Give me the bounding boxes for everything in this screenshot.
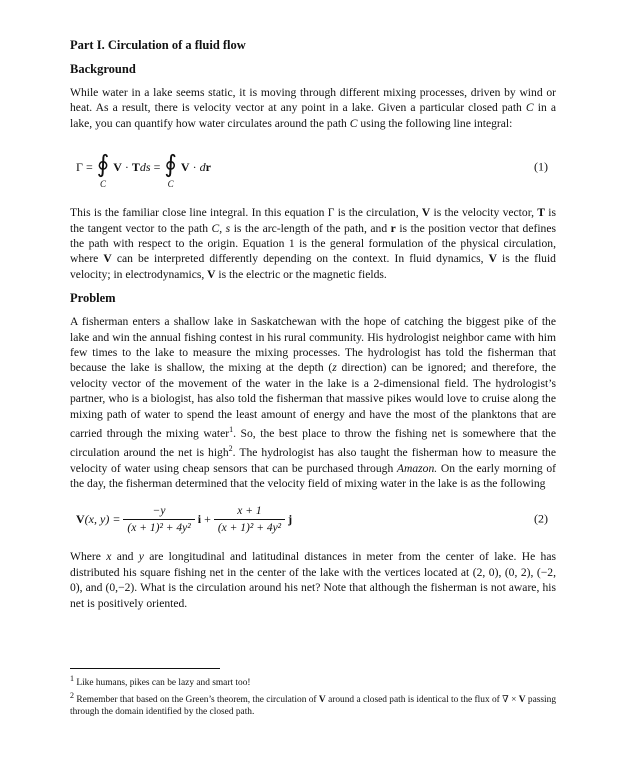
eq2-fraction-j: $\frac{x + 1}{\text{(x + 1)² + 4y²}}$	[214, 505, 285, 534]
equation-1-number: (1)	[534, 159, 548, 174]
footnote-2: $^2$ Remember that based on the Green’s theorem, the circulation of V around a closed path is identical to the flux of ∇ × V passing through the domain identified by the closed path.	[70, 690, 557, 717]
background-heading: Background	[70, 62, 136, 76]
footnote-1: $^1$ Like humans, pikes can be lazy and smart too!	[70, 674, 251, 689]
footnote-ref-2: 2	[228, 444, 233, 454]
contour-integral-1: ∮ C	[96, 152, 110, 190]
eq1-lhs: Γ =	[76, 159, 93, 174]
definition-paragraph: This is the familiar close line integral. In this equation Γ is the circulation, V is the velocity vector, T is the tangent vector to the path C, s is the arc-length of the path, and r is the position vector that defines the path with respect to the origin. Equation 1 is the general formulation of the physical circulation, where V can be interpreted differently depending on the context. In fluid dynamics, V is the fluid velocity; in electrodynamics, V is the electric or the magnetic fields.	[70, 206, 557, 281]
contour-integral-2: ∮ C	[164, 152, 177, 190]
document-page	[70, 38, 556, 611]
part-title: Part I. Circulation of a fluid flow	[70, 38, 246, 52]
problem-heading: Problem	[70, 291, 116, 306]
footnotes	[70, 668, 556, 719]
background-paragraph: While water in a lake seems static, it is moving through different mixing processes, driven by wind or heat. As a result, there is velocity vector at any point in a lake. Given a particular closed path C in a lake, you can quantify how water circulates around the path C using the following line integral:	[70, 86, 556, 130]
equation-1: Γ = ∮ C V · T ds = ∮ C V · d r (1)	[76, 152, 548, 190]
equation-2-number: (2)	[534, 511, 548, 526]
equation-2: V (x, y) = $\frac{-y}{\text{(x + 1)² + 4y²}}$ i + $\frac{x + 1}{\text{(x + 1)² + 4y²}}$ j (2)	[76, 504, 548, 534]
final-paragraph: Where x and y are longitudinal and latitudinal distances in meter from the center of lake. He has distributed his square fishing net in the center of the lake with the vertices located at (2, 0), (0, 2), (−2, 0), and (0,−2). What is the circulation around his net? Note that although the fisherman is not aware, his net is positively oriented.	[70, 550, 556, 610]
problem-paragraph: A fisherman enters a shallow lake in Saskatchewan with the hope of catching the biggest pike of the lake and win the annual fishing contest in his rural community. His hydrologist neighbor came with him few times to the lake to measure the mixing processes. The hydrologist has told the fisherman that because the lake is shallow, the mixing at the depth (z direction) can be ignored; and therefore, the velocity vector of the movement of the water in the lake is a 2-dimensional field. The hydrologist’s partner, who is a biologist, has also told the fisherman that massive pikes would love to cruise along the mixing path of water to spend the least amount of energy and have the most of the planktons that are carried through the mixing water$^1$. So, the best place to throw the fishing net is somewhere that the circulation around the net is high$^2$. The hydrologist has also taught the fisherman how to measure the velocity of water using cheap sensors that can be purchased through Amazon. On the early morning of the day, the fisherman determined that the velocity field of mixing water in the lake is as the following	[70, 315, 556, 491]
eq2-fraction-i: $\frac{-y}{\text{(x + 1)² + 4y²}}$	[123, 505, 194, 534]
footnote-ref-1: 1	[229, 425, 234, 435]
footnote-rule	[70, 668, 220, 669]
